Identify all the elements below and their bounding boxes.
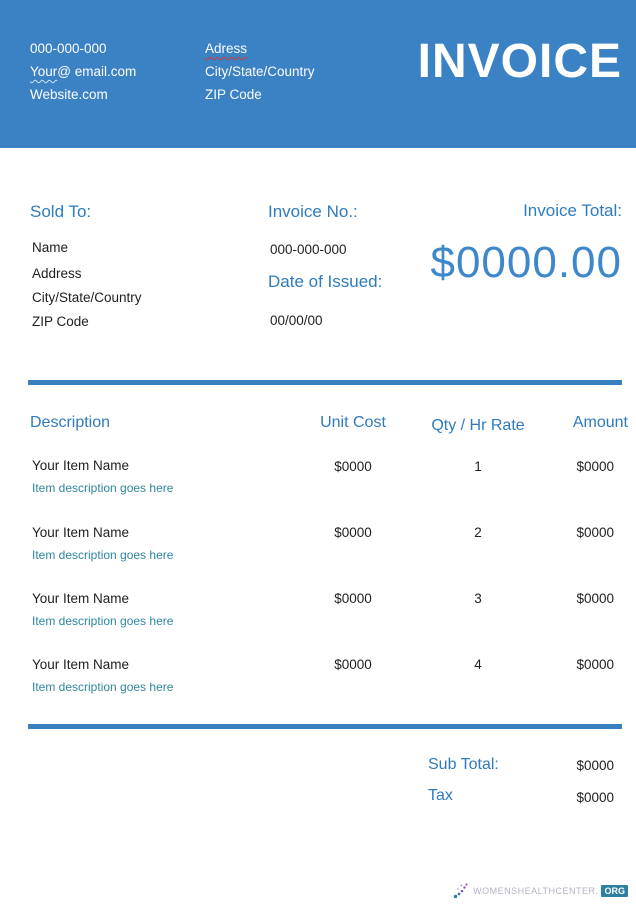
header-address-line1: Adress: [205, 41, 248, 56]
header-contact-block: [30, 37, 136, 106]
header-address-line3: ZIP Code: [205, 87, 262, 102]
item-amount: $0000: [576, 459, 614, 474]
item-amount: $0000: [576, 591, 614, 606]
logo-sparkle-icon: [453, 881, 470, 900]
date-of-issued-label: Date of Issued:: [268, 272, 383, 291]
item-description: Item description goes here: [32, 481, 174, 495]
header-website: Website.com: [30, 87, 108, 102]
item-unit-cost: $0000: [334, 657, 372, 672]
header-email-misspelled-word: Your: [30, 64, 58, 79]
header-address-line2: City/State/Country: [205, 64, 315, 79]
item-qty: 4: [474, 657, 482, 672]
item-qty: 3: [474, 591, 482, 606]
sub-total-label: Sub Total:: [428, 756, 499, 773]
invoice-no-value: 000-000-000: [270, 242, 347, 257]
invoice-total-value: $0000.00: [430, 238, 622, 287]
logo-org-badge: ORG: [601, 885, 628, 897]
item-amount: $0000: [576, 525, 614, 540]
item-name: Your Item Name: [32, 657, 130, 672]
sold-to-zip: ZIP Code: [32, 314, 89, 329]
sold-to-address: Address: [32, 266, 82, 281]
item-description: Item description goes here: [32, 680, 174, 694]
column-header-amount: Amount: [572, 414, 628, 431]
tax-label: Tax: [428, 787, 453, 804]
column-header-description: Description: [30, 414, 111, 431]
item-unit-cost: $0000: [334, 459, 372, 474]
column-header-unit-cost: Unit Cost: [320, 414, 386, 431]
sold-to-name: Name: [32, 240, 69, 255]
item-qty: 1: [474, 459, 482, 474]
invoice-total-label: Invoice Total:: [523, 201, 622, 220]
header-email: [30, 60, 136, 83]
header-email-rest: @ email.com: [57, 64, 137, 79]
date-of-issued-value: 00/00/00: [270, 313, 323, 328]
item-qty: 2: [474, 525, 482, 540]
sold-to-label: Sold To:: [30, 202, 92, 221]
item-unit-cost: $0000: [334, 591, 372, 606]
logo-brand-text: WOMENSHEALTHCENTER.: [473, 885, 599, 896]
item-description: Item description goes here: [32, 548, 174, 562]
invoice-no-label: Invoice No.:: [268, 202, 358, 221]
header-address-block: [205, 37, 315, 106]
tax-value: $0000: [576, 790, 614, 805]
item-name: Your Item Name: [32, 525, 130, 540]
header-band: [0, 0, 636, 148]
column-header-qty-hr-rate: Qty / Hr Rate: [431, 417, 525, 434]
sold-to-city: City/State/Country: [32, 290, 142, 305]
bottom-table-divider: [28, 724, 622, 729]
invoice-title: INVOICE: [417, 35, 622, 88]
top-table-divider: [28, 380, 622, 385]
item-amount: $0000: [576, 657, 614, 672]
item-name: Your Item Name: [32, 458, 130, 473]
header-phone: 000-000-000: [30, 41, 107, 56]
footer-logo: [453, 881, 628, 900]
item-name: Your Item Name: [32, 591, 130, 606]
item-description: Item description goes here: [32, 614, 174, 628]
item-unit-cost: $0000: [334, 525, 372, 540]
sub-total-value: $0000: [576, 758, 614, 773]
